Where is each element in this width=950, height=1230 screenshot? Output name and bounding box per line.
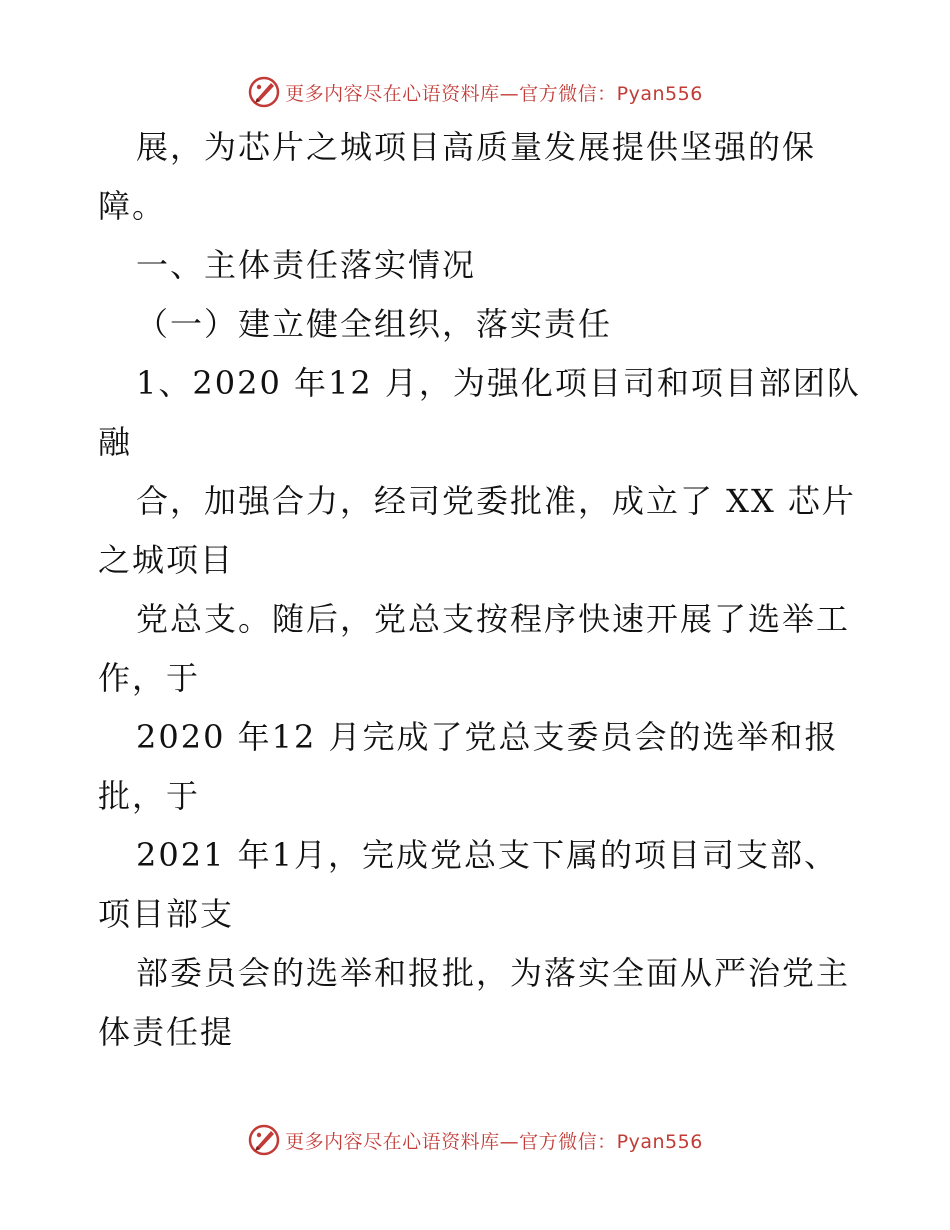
text-line: 之城项目 [98,541,235,579]
text-line: 2020 年12 月完成了党总支委员会的选举和报 [136,718,839,756]
text-line: 融 [98,423,133,461]
text-line: 一、主体责任落实情况 [136,246,477,284]
text-line: 体责任提 [98,1013,235,1051]
text-line: 批，于 [98,777,201,815]
footer-watermark [0,1120,950,1160]
quill-pen-icon [247,1123,281,1157]
text-line: 作，于 [98,659,201,697]
quill-pen-icon [247,75,281,109]
watermark-text: 更多内容尽在心语资料库—官方微信：Pyan556 [285,82,703,105]
text-line: 1、2020 年12 月，为强化项目司和项目部团队 [136,364,861,402]
text-line: 2021 年1月，完成党总支下属的项目司支部、 [136,836,838,874]
document-body [98,118,861,1062]
watermark-text: 更多内容尽在心语资料库—官方微信：Pyan556 [285,1130,703,1153]
text-line: 展，为芯片之城项目高质量发展提供坚强的保 [136,128,817,166]
text-line: 障。 [98,187,167,225]
text-line: 部委员会的选举和报批，为落实全面从严治党主 [136,954,851,992]
text-line: （一）建立健全组织，落实责任 [136,305,613,343]
text-line: 项目部支 [98,895,235,933]
text-line: 党总支。随后，党总支按程序快速开展了选举工 [136,600,851,638]
header-watermark [0,72,950,112]
text-line: 合，加强合力，经司党委批准，成立了 XX 芯片 [136,482,856,520]
